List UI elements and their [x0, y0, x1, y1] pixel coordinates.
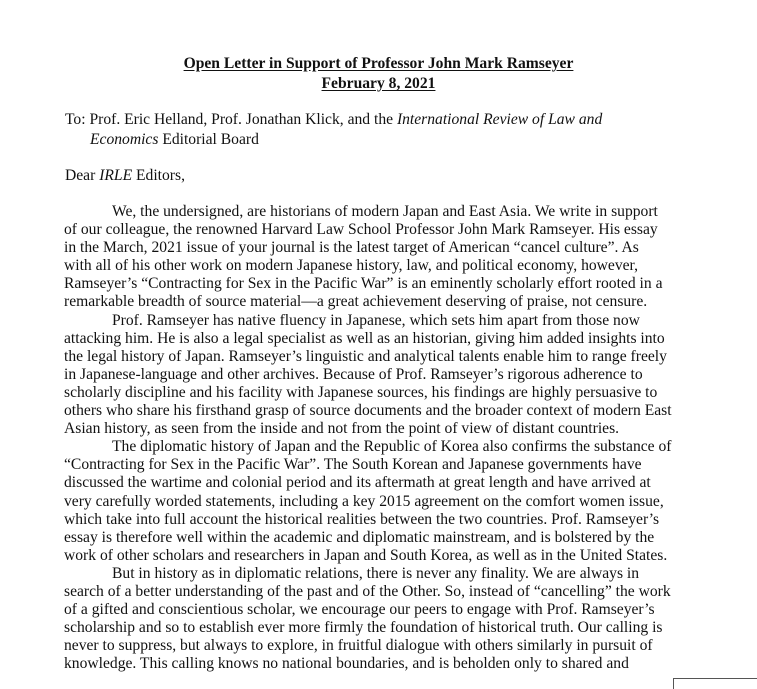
paragraph-line: But in history as in diplomatic relations, there is never any finality. We are always in [112, 564, 640, 582]
paragraph-4 [64, 565, 704, 674]
paragraph-line: of a gifted and conscientious scholar, we encourage our peers to engage with Prof. Ramseyer’s [64, 601, 655, 619]
paragraph-line: knowledge. This calling knows no national boundaries, and is beholden only to shared and [64, 655, 629, 673]
paragraph-line: scholarly discipline and his facility with Japanese sources, his findings are highly persuasive to [64, 383, 658, 401]
journal-name-part-2: Economics [90, 131, 159, 148]
paragraph-line: Ramseyer’s “Contracting for Sex in the Pacific War” is an eminently scholarly effort rooted in a [64, 275, 663, 293]
paragraph-1 [64, 203, 704, 312]
paragraph-line: which take into full account the historical realities between the two countries. Prof. Ramseyer’s [64, 510, 660, 528]
salutation-journal-abbrev: IRLE [99, 167, 133, 184]
paragraph-line: Prof. Ramseyer has native fluency in Japanese, which sets him apart from those now [112, 311, 640, 329]
paragraph-line: very carefully worded statements, including a key 2015 agreement on the comfort women issue, [64, 492, 664, 510]
paragraph-line: in the March, 2021 issue of your journal is the latest target of American “cancel culture”. As [64, 239, 639, 257]
paragraph-line: search of a better understanding of the past and of the Other. So, instead of “cancelling” the work [64, 582, 671, 600]
paragraph-line: The diplomatic history of Japan and the Republic of Korea also confirms the substance of [112, 438, 672, 456]
page-corner-frame [673, 678, 757, 689]
paragraph-line: remarkable breadth of source material—a great achievement deserving of praise, not censure. [64, 293, 648, 311]
letter-title: Open Letter in Support of Professor John Mark Ramseyer [183, 55, 574, 72]
journal-name-part-1: International Review of Law and [396, 111, 603, 128]
addressee-block [65, 110, 685, 150]
paragraph-line: of our colleague, the renowned Harvard Law School Professor John Mark Ramseyer. His essay [64, 221, 658, 239]
paragraph-line: “Contracting for Sex in the Pacific War”. The South Korean and Japanese governments have [64, 456, 642, 474]
paragraph-line: scholarship and so to establish ever more firmly the foundation of historical truth. Our calling is [64, 619, 663, 637]
salutation-prefix: Dear [65, 167, 100, 184]
letter-heading [0, 54, 757, 94]
paragraph-line: with all of his other work on modern Japanese history, law, and political economy, however, [64, 257, 639, 275]
paragraph-line: others who share his firsthand grasp of source documents and the broader context of modern East [64, 402, 672, 420]
paragraph-line: attacking him. He is also a legal specialist as well as an historian, giving him added insights into [64, 329, 665, 347]
paragraph-2 [64, 312, 704, 439]
salutation [65, 166, 185, 186]
letter-body [64, 203, 704, 673]
addressee-suffix: Editorial Board [158, 131, 259, 148]
paragraph-line: the legal history of Japan. Ramseyer’s linguistic and analytical talents enable him to range freely [64, 347, 667, 365]
letter-date: February 8, 2021 [321, 75, 436, 92]
paragraph-line: We, the undersigned, are historians of modern Japan and East Asia. We write in support [112, 203, 658, 220]
paragraph-3 [64, 438, 704, 565]
paragraph-line: discussed the wartime and colonial period and its aftermath at great length and have arrived at [64, 474, 651, 492]
paragraph-line: in Japanese-language and other archives. Because of Prof. Ramseyer’s rigorous adherence to [64, 365, 643, 383]
addressee-prefix: To: Prof. Eric Helland, Prof. Jonathan Klick, and the [65, 111, 397, 128]
paragraph-line: essay is therefore well within the academic and diplomatic mainstream, and is bolstered by the [64, 528, 655, 546]
paragraph-line: Asian history, as seen from the inside and not from the point of view of distant countries. [64, 420, 620, 438]
paragraph-line: never to suppress, but always to explore, in fruitful dialogue with others similarly in pursuit of [64, 637, 653, 655]
paragraph-line: work of other scholars and researchers in Japan and South Korea, as well as in the United States. [64, 546, 668, 564]
salutation-suffix: Editors, [132, 167, 185, 184]
